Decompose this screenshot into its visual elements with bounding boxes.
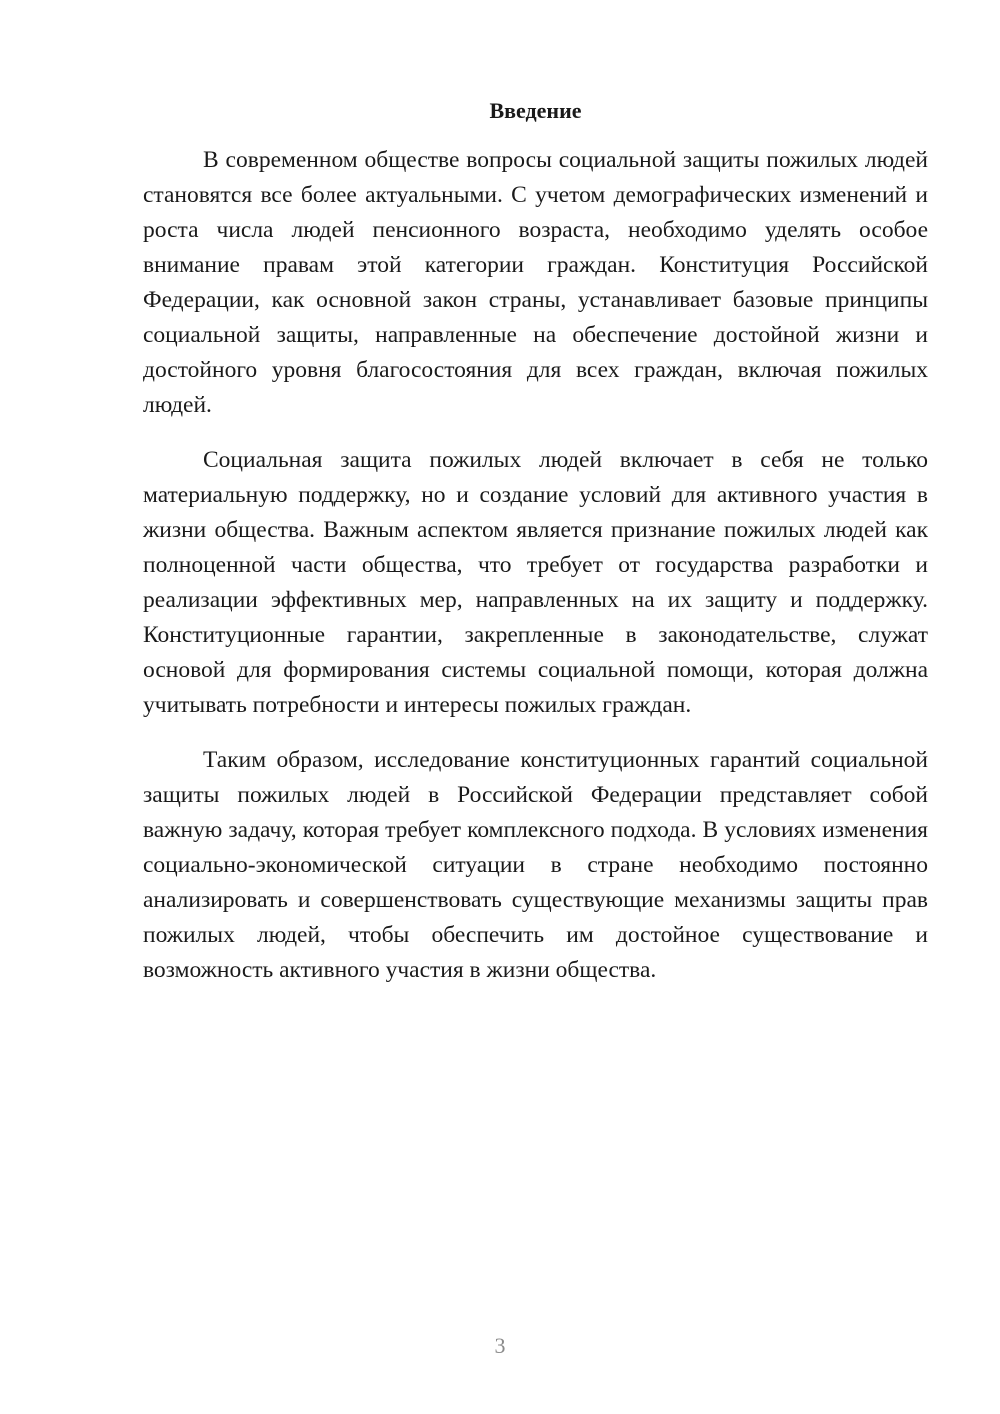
paragraph-3: Таким образом, исследование конституционных гарантий социальной защиты пожилых людей в Российской Федерации представляет собой важную задачу, которая требует комплексного подхода. В условиях изменения социально-экономической ситуации в стране необходимо постоянно анализировать и совершенствовать существующие механизмы защиты прав пожилых людей, чтобы обеспечить им достойное существование и возможность активного участия в жизни общества.: [143, 747, 928, 983]
page-title: Введение: [489, 98, 582, 123]
body-text: [143, 143, 928, 1008]
page-number: 3: [494, 1333, 506, 1358]
paragraph-1: В современном обществе вопросы социальной защиты пожилых людей становятся все более актуальными. С учетом демографических изменений и роста числа людей пенсионного возраста, необходимо уделять особое внимание правам этой категории граждан. Конституция Российской Федерации, как основной закон страны, устанавливает базовые принципы социальной защиты, направленные на обеспечение достойной жизни и достойного уровня благосостояния для всех граждан, включая пожилых людей.: [143, 147, 928, 418]
paragraph-2: Социальная защита пожилых людей включает в себя не только материальную поддержку, но и создание условий для активного участия в жизни общества. Важным аспектом является признание пожилых людей как полноценной части общества, что требует от государства разработки и реализации эффективных мер, направленных на их защиту и поддержку. Конституционные гарантии, закрепленные в законодательстве, служат основой для формирования системы социальной помощи, которая должна учитывать потребности и интересы пожилых граждан.: [143, 447, 928, 718]
